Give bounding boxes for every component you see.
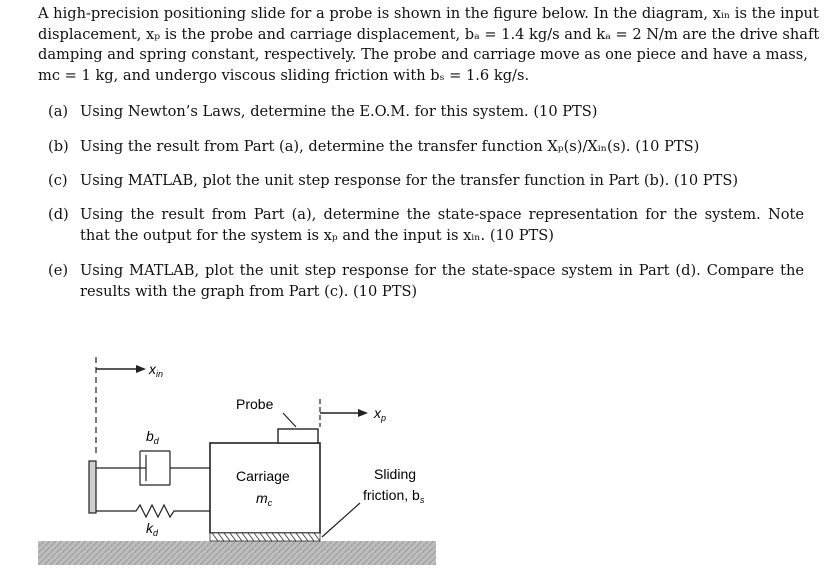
carriage-label: Carriage [236, 468, 290, 484]
positioning-slide-figure [38, 343, 438, 579]
problem-line-1: A high-precision positioning slide for a probe is shown in the figure below. In the diagram, xᵢₙ is the input [38, 5, 819, 22]
part-e [48, 260, 804, 302]
part-c [48, 170, 804, 191]
part-text: Using MATLAB, plot the unit step response for the transfer function in Part (b). (10 PTS) [80, 172, 739, 189]
mc-label: $m_c$ [256, 490, 273, 508]
xp-label: $x_p$ [374, 405, 387, 423]
xin-arrowhead [136, 365, 146, 373]
input-plate [89, 461, 96, 513]
probe [278, 429, 318, 443]
problem-statement [38, 4, 820, 86]
part-b [48, 136, 804, 157]
friction-leader [322, 503, 360, 537]
part-d [48, 204, 804, 246]
spring [96, 505, 210, 517]
part-label: (a) [48, 103, 69, 120]
part-label: (d) [48, 206, 69, 223]
probe-label: Probe [236, 396, 274, 412]
part-label: (c) [48, 172, 68, 189]
bd-label: $b_d$ [146, 428, 159, 446]
carriage-block [210, 443, 320, 533]
problem-line-4: mᴄ = 1 kg, and undergo viscous sliding friction with bₛ = 1.6 kg/s. [38, 66, 530, 84]
mechanical-diagram [38, 343, 438, 579]
kd-label: $k_d$ [146, 520, 159, 538]
part-text: Using MATLAB, plot the unit step response for the state-space system in Part (d). Compare the results with the graph from Part (c). (10 PTS) [80, 262, 804, 300]
ground [38, 541, 436, 565]
sliding-label: Sliding [374, 466, 417, 482]
part-text: Using the result from Part (a), determine the state-space representation for the system. Note that the output for the system is xₚ and the input is xᵢₙ. (10 PTS) [80, 206, 804, 244]
part-label: (b) [48, 138, 69, 155]
problem-line-2: displacement, xₚ is the probe and carriage displacement, bₐ = 1.4 kg/s and kₐ = 2 N/m are the drive shaft [38, 25, 820, 43]
problem-line-3: damping and spring constant, respectively. The probe and carriage move as one piece and have a mass, [38, 46, 808, 63]
part-text: Using Newton’s Laws, determine the E.O.M. for this system. (10 PTS) [80, 103, 598, 120]
part-a [48, 101, 804, 122]
friction-label: friction, $b_s$ [363, 487, 425, 505]
part-text: Using the result from Part (a), determine the transfer function Xₚ(s)/Xᵢₙ(s). (10 PTS) [80, 138, 700, 155]
xp-arrowhead [358, 409, 368, 417]
part-label: (e) [48, 262, 69, 279]
xin-label: $x_{in}$ [149, 361, 164, 379]
